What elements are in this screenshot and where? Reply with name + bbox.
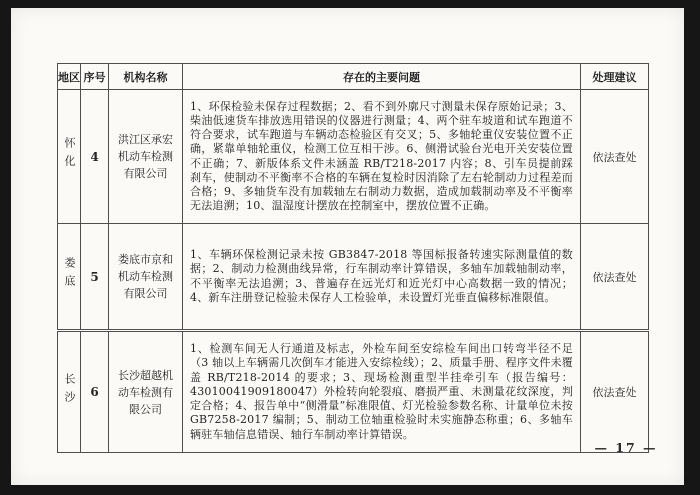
region-cell — [58, 90, 81, 224]
row-index: 6 — [81, 331, 109, 453]
problems-text: 1、检测车间无人行通道及标志，外检车间至安综检车间出口转弯半径不足（3 轴以上车辆需几次倒车才能进入安综检线）；2、质量手册、程序文件未覆盖 RB/T218-2014 的要求；3、现场检测重型半挂牵引车（报告编号：43010041909180047）外检转向轮裂痕、磨损严重、未测量花纹深度，判定合格；4、报告单中“侧滑量”标准限值、灯光检验参数名称、计量单位未按 GB7258-2017 编制；5、制动工位轴重检验时未实施静态称重；6、多轴车辆驻车轴信息错误、轴行车制动率计算错误。 — [183, 331, 581, 453]
page-number: — 17 — — [594, 440, 658, 455]
region-cell — [58, 224, 81, 331]
action-text: 依法查处 — [581, 90, 649, 224]
table-row — [58, 331, 649, 453]
table-header-row — [58, 64, 649, 90]
action-text: 依法查处 — [581, 331, 649, 453]
row-index: 5 — [81, 224, 109, 331]
inspection-issues-table — [57, 63, 649, 453]
action-text: 依法查处 — [581, 224, 649, 331]
header-region: 地区 — [58, 64, 81, 90]
region-label: 长沙 — [63, 372, 76, 409]
problems-text: 1、车辆环保检测记录未按 GB3847-2018 等国标报备转速实际测量值的数据；2、制动力检测曲线异常，行车制动率计算错误，多轴车加载轴制动率，不平衡率无法追溯；3、普遍存在远光灯和近光灯中心高数据一致的情况；4、新车注册登记检验未保存人工检验单，未设置灯光垂直偏移标准限值。 — [183, 224, 581, 331]
region-cell — [58, 331, 81, 453]
table-row — [58, 90, 649, 224]
region-label: 怀化 — [63, 137, 76, 173]
problems-text: 1、环保检验未保存过程数据；2、看不到外廓尺寸测量未保存原始记录；3、柴油低速货车排放选用错误的仪器进行测量；4、两个驻车坡道和试车跑道不符合要求，试车跑道与车辆动态检验区有交叉；5、多轴轮重仪安装位置不正确，紧靠单轴轮重仪，检测工位互相干涉。6、侧滑试验台光电开关安装位置不正确；7、新版体系文件未涵盖 RB/T218-2017 内容；8、引车员提前踩刹车，使制动不平衡率不合格的车辆在复检时因消除了左右轮制动力过程差而合格；9、多轴货车没有加载轴左右制动力数据，造成加载制动率及不平衡率无法追溯；10、温湿度计摆放在控制室中，摆放位置不正确。 — [183, 90, 581, 224]
header-org-name: 机构名称 — [109, 64, 183, 90]
org-name: 娄底市京和机动车检测有限公司 — [109, 224, 183, 331]
org-name: 长沙超越机动车检测有限公司 — [109, 331, 183, 453]
region-label: 娄底 — [63, 257, 76, 293]
header-action: 处理建议 — [581, 64, 649, 90]
header-main-problems: 存在的主要问题 — [183, 64, 581, 90]
row-index: 4 — [81, 90, 109, 224]
header-index: 序号 — [81, 64, 109, 90]
org-name: 洪江区承宏机动车检测有限公司 — [109, 90, 183, 224]
table-row — [58, 224, 649, 331]
document-page — [11, 8, 684, 485]
